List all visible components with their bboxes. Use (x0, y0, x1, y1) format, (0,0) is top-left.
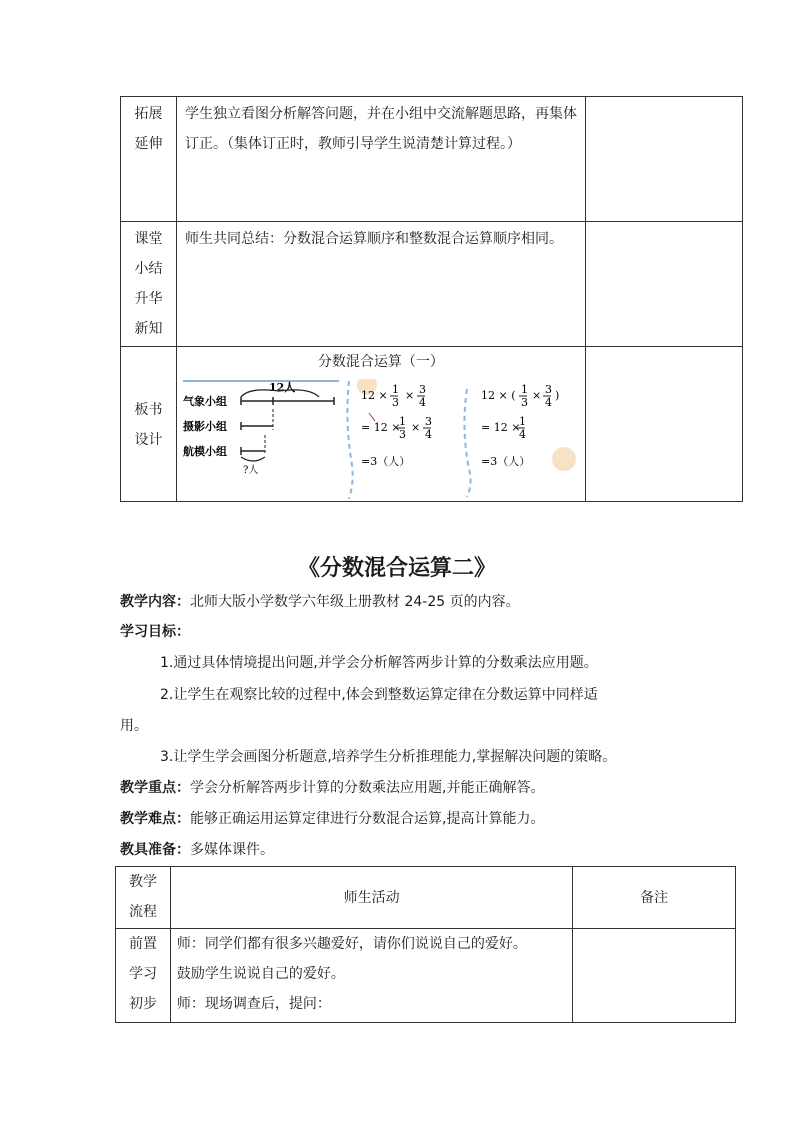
learning-goals-label: 学习目标： (120, 624, 190, 640)
svg-text:3: 3 (545, 383, 553, 396)
table-row (121, 97, 743, 222)
result-text: =3（人） (481, 455, 531, 468)
table-row (116, 929, 736, 1023)
header-notes: 备注 (573, 867, 736, 929)
decoration-shape (552, 447, 576, 471)
goal-item: 2.让学生在观察比较的过程中,体会到整数运算定律在分数运算中同样适 (160, 687, 598, 703)
svg-text:×: × (411, 421, 421, 434)
lesson-title: 《分数混合运算二》 (297, 555, 496, 581)
svg-text:= 12 ×: = 12 × (361, 421, 401, 434)
row-label-extension: 拓展 延伸 (121, 97, 177, 222)
group-label: 气象小组 (183, 395, 228, 408)
svg-text:1: 1 (399, 415, 407, 428)
board-design-cell (177, 347, 586, 502)
svg-text:3: 3 (521, 396, 529, 409)
row-content-pre-study: 师：同学们都有很多兴趣爱好，请你们说说自己的爱好。 鼓励学生说说自己的爱好。 师：现场调查后，提问： (170, 929, 572, 1023)
svg-text:3: 3 (392, 396, 400, 409)
lesson-table-bottom (115, 866, 736, 1023)
row-content-extension: 学生独立看图分析解答问题，并在小组中交流解题思路，再集体订正。（集体订正时，教师引导学生说清楚计算过程。） (177, 97, 586, 222)
svg-text:3: 3 (419, 383, 427, 396)
board-title: 分数混合运算（一） (317, 354, 444, 370)
svg-text:12 × (: 12 × ( (481, 389, 516, 402)
svg-text:3: 3 (399, 428, 407, 441)
goal-item: 3.让学生学会画图分析题意,培养学生分析推理能力,掌握解决问题的策略。 (160, 749, 617, 765)
svg-text:1: 1 (521, 383, 529, 396)
row-notes (585, 222, 742, 347)
goal-item-continuation: 用。 (120, 718, 148, 734)
table-row (121, 222, 743, 347)
svg-text:= 12 ×: = 12 × (481, 421, 521, 434)
svg-text:4: 4 (425, 428, 433, 441)
header-activity: 师生活动 (170, 867, 572, 929)
divider-decoration (347, 381, 352, 499)
calculation-two (481, 383, 559, 468)
svg-text:4: 4 (419, 396, 427, 409)
row-notes (573, 929, 736, 1023)
calculation-one (361, 383, 432, 468)
goal-item: 1.通过具体情境提出问题,并学会分析解答两步计算的分数乘法应用题。 (160, 655, 598, 671)
row-label-pre-study: 前置 学习 初步 (116, 929, 171, 1023)
segment-diagram (183, 381, 339, 476)
total-label: 12人 (269, 381, 296, 394)
row-notes (585, 97, 742, 222)
svg-text:1: 1 (392, 383, 400, 396)
board-sketch-image (179, 379, 583, 499)
svg-text:×: × (532, 389, 542, 402)
row-label-summary: 课堂 小结 升华 新知 (121, 222, 177, 347)
group-label: 摄影小组 (183, 420, 228, 433)
svg-text:1: 1 (519, 415, 527, 428)
svg-text:12 ×: 12 × (361, 389, 388, 402)
row-content-summary: 师生共同总结：分数混合运算顺序和整数混合运算顺序相同。 (177, 222, 586, 347)
header-process: 教学 流程 (116, 867, 171, 929)
teaching-key-point: 教学重点：学会分析解答两步计算的分数乘法应用题,并能正确解答。 (120, 780, 545, 796)
divider-decoration (464, 389, 470, 497)
svg-text:): ) (555, 389, 560, 402)
svg-text:4: 4 (519, 428, 527, 441)
result-text: =3（人） (361, 455, 411, 468)
svg-text:×: × (405, 389, 415, 402)
teaching-content: 教学内容：北师大版小学数学六年级上册教材 24-25 页的内容。 (120, 594, 520, 610)
table-header-row (116, 867, 736, 929)
svg-text:4: 4 (545, 396, 553, 409)
teaching-tools: 教具准备：多媒体课件。 (120, 842, 274, 858)
row-notes (585, 347, 742, 502)
unknown-label: ?人 (243, 465, 259, 476)
row-label-board: 板书 设计 (121, 347, 177, 502)
svg-text:3: 3 (425, 415, 433, 428)
teaching-difficulty: 教学难点：能够正确运用运算定律进行分数混合运算,提高计算能力。 (120, 811, 545, 827)
group-label: 航模小组 (183, 445, 228, 458)
table-row (121, 347, 743, 502)
lesson-table-top (120, 96, 743, 502)
